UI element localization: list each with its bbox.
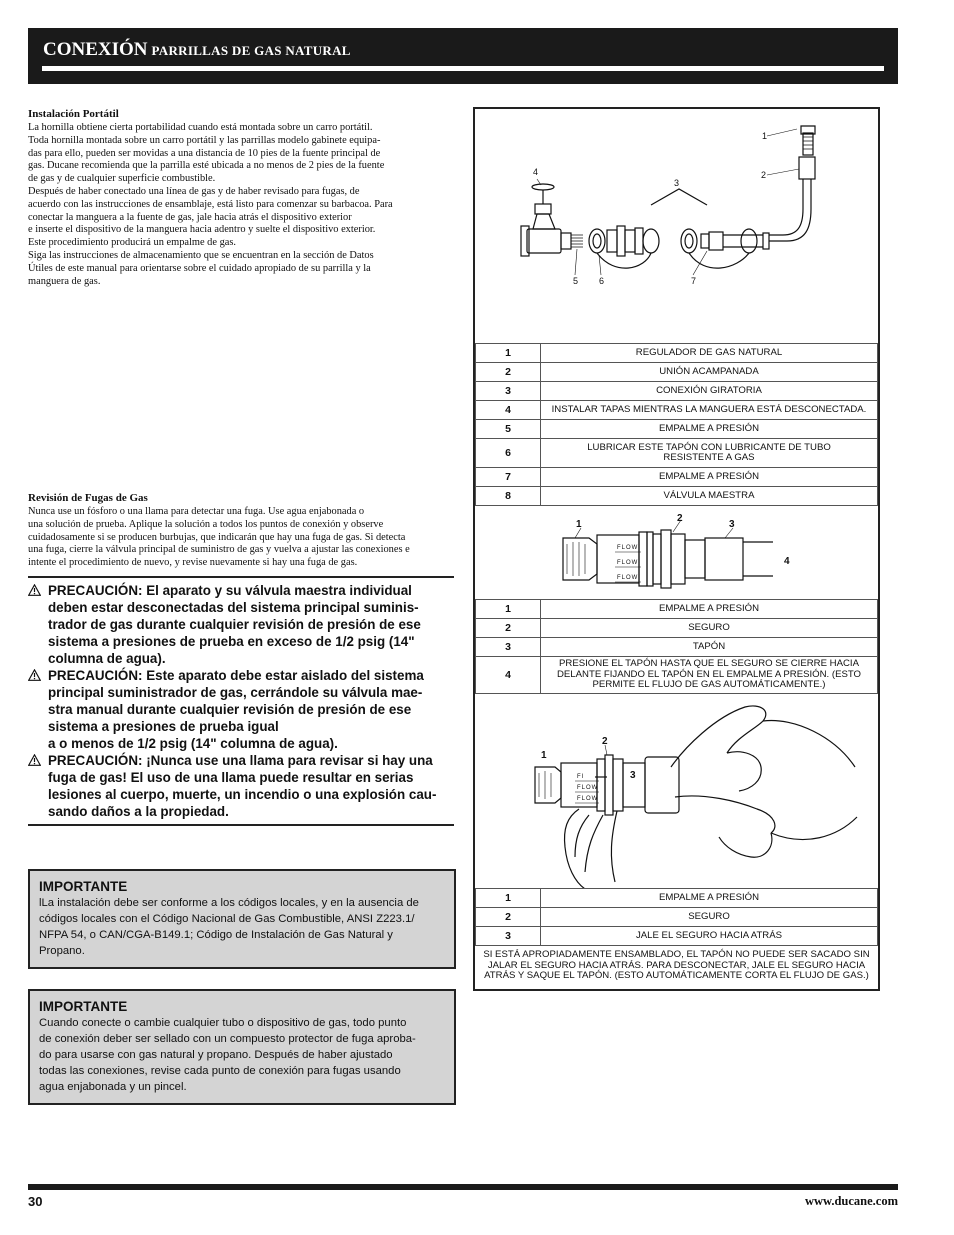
table-row [476,657,878,694]
desc-line: LUBRICAR ESTE TAPÓN CON LUBRICANTE DE TUBO [587,441,831,453]
page-title [43,39,351,61]
text-line: Nunca use un fósforo o una llama para detectar una fuga. Use agua enjabonada o [28,506,365,517]
item-number: 3 [476,382,541,401]
caution-line: stra manual durante cualquier revisión de presión de ese [48,702,412,717]
callout-4: 4 [784,556,790,567]
item-desc: SEGURO [541,619,878,638]
caution-line: PRECAUCIÓN: Este aparato debe estar aislado del sistema [48,668,424,683]
item-desc: JALE EL SEGURO HACIA ATRÁS [541,927,878,946]
table-row [476,889,878,908]
item-number: 4 [476,401,541,420]
flow-label: FLOW [617,545,639,551]
website-url: www.ducane.com [804,1194,898,1208]
item-desc: EMPALME A PRESIÓN [541,600,878,619]
item-number: 8 [476,487,541,506]
table-row [476,600,878,619]
item-number: 2 [476,908,541,927]
important-line: códigos locales con el Código Nacional de Gas Combustible, ANSI Z223.1/ [39,913,415,925]
item-desc: EMPALME A PRESIÓN [541,468,878,487]
parts-table-3 [475,888,878,946]
caution-line: principal suministrador de gas, cerrándole su válvula mae- [48,685,423,700]
item-desc: REGULADOR DE GAS NATURAL [541,344,878,363]
callout-3: 3 [674,178,680,188]
text-line: Toda hornilla montada sobre un carro portátil y las parrillas modelo gabinete equipa- [28,134,381,146]
item-desc: SEGURO [541,908,878,927]
flow-label: FLOW [617,575,639,581]
callout-5: 5 [573,276,579,286]
callout-2: 2 [602,736,608,747]
table-row [476,908,878,927]
item-number: 2 [476,363,541,382]
item-number: 1 [476,889,541,908]
text-line: una solución de prueba. Aplique la solución a todos los puntos de conexión y observe [28,518,384,530]
item-number: 3 [476,638,541,657]
disconnect-hand-diagram [475,697,878,889]
table-row [476,420,878,439]
assembly-note [475,950,878,982]
desc-line: RESISTENTE A GAS [663,452,755,463]
title-sub: PARRILLAS DE GAS NATURAL [151,43,351,58]
note-line: ATRÁS Y SAQUE EL TAPÓN. (ESTO AUTOMÁTICAMENTE CORTA EL FLUJO DE GAS.) [484,970,869,981]
text-line: gas. Ducane recomienda que la parrilla esté ubicada a no menos de 2 pies de la fuente [28,160,385,172]
important-line: lLa instalación debe ser conforme a los códigos locales, y en la ausencia de [39,897,419,909]
item-desc: CONEXIÓN GIRATORIA [541,382,878,401]
caution-line: sando daños a la propiedad. [48,804,229,819]
caution-line: trador de gas durante cualquier revisión de presión de ese [48,617,421,632]
callout-2: 2 [677,513,683,524]
text-line: La hornilla obtiene cierta portabilidad cuando está montada sobre un carro portátil. [28,122,373,133]
caution-line: deben estar desconectadas del sistema principal suminis- [48,600,419,615]
table-row [476,619,878,638]
important-line: agua enjabonada y un pincel. [39,1081,187,1093]
caution-line: fuga de gas! El uso de una llama puede resultar en serias [48,770,414,785]
text-line: acuerdo con las instrucciones de ensamblaje, está listo para comenzar su barbacoa. Para [28,198,393,210]
important-line: Cuando conecte o cambie cualquier tubo o dispositivo de gas, todo punto [39,1017,407,1029]
callout-2: 2 [761,170,767,180]
callout-1: 1 [576,519,582,530]
desc-line: DELANTE FIJANDO EL TAPÓN EN EL EMPALME A PRESIÓN. (ESTO [556,668,862,680]
warning-icon [28,754,41,766]
text-line: conectar la manguera a la fuente de gas, jale hacia atrás el dispositivo exterior [28,211,352,223]
important-heading: IMPORTANTE [39,999,128,1014]
callout-4: 4 [533,167,539,177]
header-rule [42,66,884,71]
caution-line: PRECAUCIÓN: ¡Nunca use una llama para revisar si hay una [48,753,433,768]
table-row [476,382,878,401]
important-box-codes [28,869,456,969]
table-row [476,363,878,382]
item-desc: VÁLVULA MAESTRA [541,487,878,506]
table-row [476,927,878,946]
caution-line: sistema a presiones de prueba en exceso de 1/2 psig (14" [48,634,415,649]
title-main: CONEXIÓN [43,39,148,60]
item-desc: TAPÓN [541,638,878,657]
page-number: 30 [28,1194,43,1209]
text-line: Después de haber conectado una línea de gas y de haber revisado para fugas, de [28,185,360,197]
hose-assembly-diagram [475,109,878,344]
text-line: de gas y de cualquier superficie combustible. [28,173,216,185]
caution-line: columna de agua). [48,651,166,666]
item-number: 1 [476,600,541,619]
warning-icon [28,669,41,681]
text-line: una fuga, cierre la válvula principal de suministro de gas y vuelva a ajustar las conexiones e [28,544,410,556]
table-row [476,344,878,363]
warning-icon [28,584,41,596]
note-line: JALAR EL SEGURO HACIA ATRÁS. PARA DESCONECTAR, JALE EL SEGURO HACIA [487,959,866,971]
item-desc: INSTALAR TAPAS MIENTRAS LA MANGUERA ESTÁ DESCONECTADA. [541,401,878,420]
caution-line: PRECAUCIÓN: El aparato y su válvula maestra individual [48,583,412,598]
callout-1: 1 [762,131,768,141]
table-row [476,468,878,487]
parts-table-1 [475,343,878,506]
callout-3: 3 [630,770,636,781]
note-line: SI ESTÁ APROPIADAMENTE ENSAMBLADO, EL TAPÓN NO PUEDE SER SACADO SIN [483,949,870,960]
item-desc: UNIÓN ACAMPANADA [541,363,878,382]
desc-line: PRESIONE EL TAPÓN HASTA QUE EL SEGURO SE CIERRE HACIA [559,658,859,670]
flow-label: FLOW [577,785,599,791]
diagram-panel [473,107,880,991]
caution-box [28,576,454,826]
important-line: NFPA 54, o CAN/CGA-B149.1; Código de Instalación de Gas Natural y [39,929,393,941]
item-number: 2 [476,619,541,638]
desc-line: PERMITE EL FLUJO DE GAS AUTOMÁTICAMENTE.) [592,679,826,691]
page-header [28,28,898,84]
table-row [476,439,878,468]
item-number: 5 [476,420,541,439]
important-line: todas las conexiones, revise cada punto de conexión para fugas usando [39,1065,401,1077]
parts-table-2 [475,599,878,694]
table-row [476,487,878,506]
item-number: 1 [476,344,541,363]
callout-3: 3 [729,519,735,530]
important-line: do para usarse con gas natural y propano. Después de haber ajustado [39,1049,393,1061]
caution-line: lesiones al cuerpo, muerte, un incendio o una explosión cau- [48,787,437,802]
flow-label-partial: FI [577,774,585,780]
item-desc: EMPALME A PRESIÓN [541,889,878,908]
important-line: de conexión deber ser sellado con un compuesto protector de fuga aproba- [39,1033,416,1045]
portable-heading: Instalación Portátil [28,108,119,120]
item-desc [541,439,878,468]
table-row [476,401,878,420]
coupler-diagram [475,508,878,599]
text-line: das para ello, pueden ser movidas a una distancia de 10 pies de la fuente principal de [28,147,381,159]
item-number: 6 [476,439,541,468]
important-box-sealing [28,989,456,1105]
text-line: Siga las instrucciones de almacenamiento que se encuentran en la sección de Datos [28,249,374,261]
valve-handwheel [532,184,554,190]
footer-rule [28,1184,898,1190]
callout-1: 1 [541,750,547,761]
table-row [476,638,878,657]
portable-text [28,122,456,288]
callout-6: 6 [599,276,605,286]
item-number: 7 [476,468,541,487]
text-line: e inserte el dispositivo de la manguera hacia adentro y suelte el dispositivo exterior. [28,224,376,236]
text-line: Este procedimiento producirá un empalme de gas. [28,237,237,249]
callout-7: 7 [691,276,697,286]
text-line: Útiles de este manual para orientarse sobre el cuidado apropiado de su parrilla y la [28,262,371,274]
text-line: cuidadosamente si se producen burbujas, que indicarán que hay una fuga de gas. Si detecta [28,531,406,543]
important-heading: IMPORTANTE [39,879,128,894]
flow-label: FLOW [577,796,599,802]
item-desc [541,657,878,694]
item-number: 4 [476,657,541,694]
text-line: intente el procedimiento de nuevo, y revise nuevamente si hay una fuga de gas. [28,557,358,569]
item-desc: EMPALME A PRESIÓN [541,420,878,439]
leak-heading: Revisión de Fugas de Gas [28,492,148,504]
leak-text [28,506,456,570]
caution-line: a o menos de 1/2 psig (14" columna de agua). [48,736,338,751]
caution-line: sistema a presiones de prueba igual [48,719,279,734]
flow-label: FLOW [617,560,639,566]
text-line: manguera de gas. [28,275,101,287]
important-line: Propano. [39,945,85,957]
item-number: 3 [476,927,541,946]
